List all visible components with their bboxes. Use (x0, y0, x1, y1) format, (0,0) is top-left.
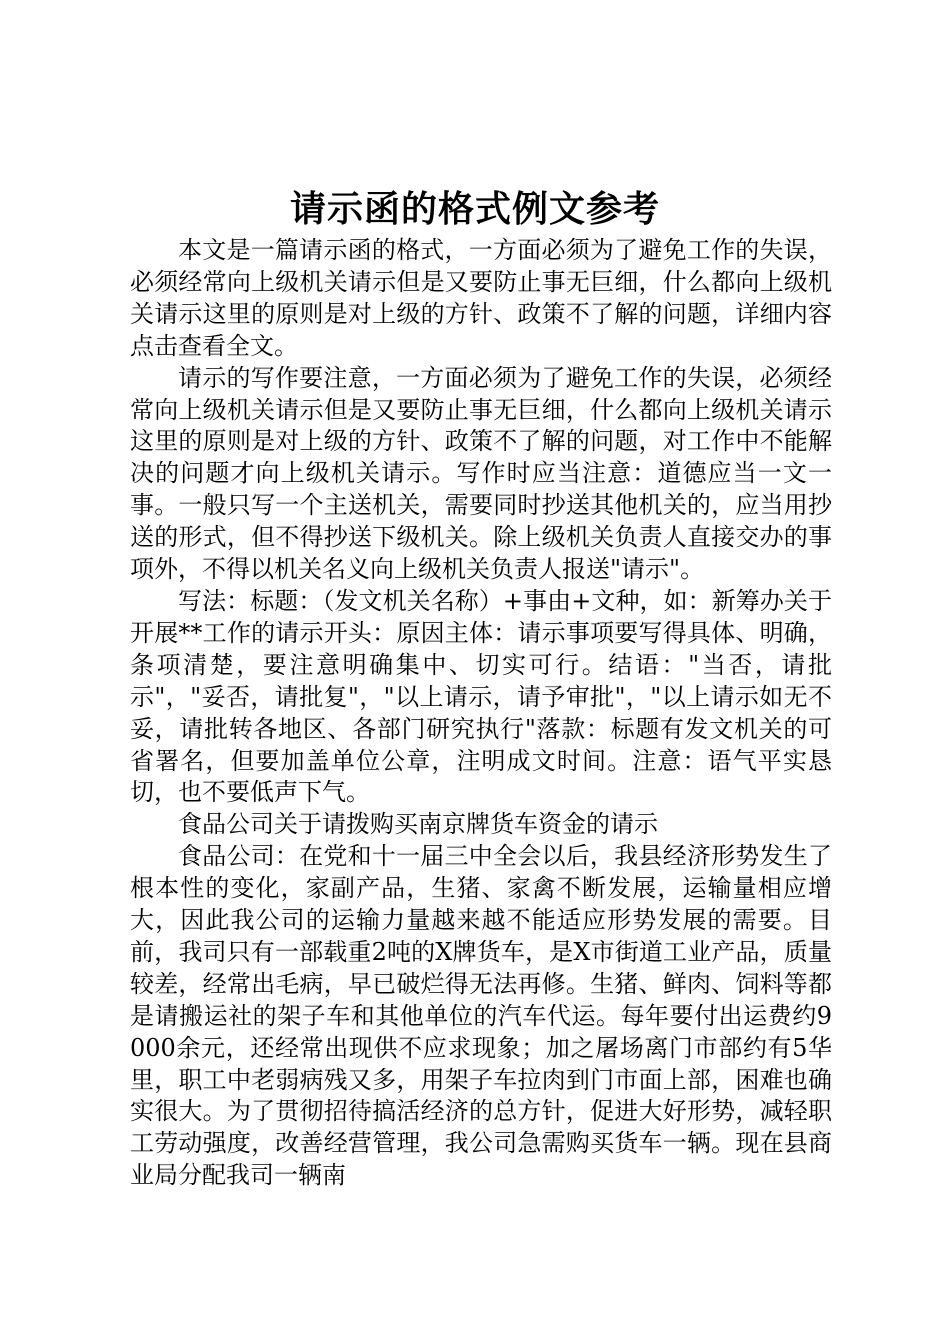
paragraph-intro: 本文是一篇请示函的格式，一方面必须为了避免工作的失误，必须经常向上级机关请示但是又要防止事无巨细，什么都向上级机关请示这里的原则是对上级的方针、政策不了解的问题，详细内容点击查看全文。 (130, 236, 832, 360)
paragraph-example-body: 食品公司：在党和十一届三中全会以后，我县经济形势发生了根本性的变化，家副产品，生猪、家禽不断发展，运输量相应增大，因此我公司的运输力量越来越不能适应形势发展的需要。目前，我司只有一部载重2吨的X牌货车，是X市街道工业产品，质量较差，经常出毛病，早已破烂得无法再修。生猪、鲜肉、饲料等都是请搬运社的架子车和其他单位的汽车代运。每年要付出运费约9000余元，还经常出现供不应求现象；加之屠场离门市部约有5华里，职工中老弱病残又多，用架子车拉肉到门市面上部，困难也确实很大。为了贯彻招待搞活经济的总方针，促进大好形势，减轻职工劳动强度，改善经营管理，我公司急需购买货车一辆。现在县商业局分配我司一辆南 (130, 842, 832, 1190)
paragraph-format-method: 写法：标题：（发文机关名称）+事由+文种，如：新筹办关于开展**工作的请示开头：原因主体：请示事项要写得具体、明确，条项清楚，要注意明确集中、切实可行。结语："当否，请批示"，"妥否，请批复"，"以上请示，请予审批"，"以上请示如无不妥，请批转各地区、各部门研究执行"落款：标题有发文机关的可省署名，但要加盖单位公章，注明成文时间。注意：语气平实恳切，也不要低声下气。 (130, 586, 832, 807)
document-title: 请示函的格式例文参考 (289, 188, 660, 230)
document-body (130, 235, 832, 1192)
paragraph-example-heading: 食品公司关于请拨购买南京牌货车资金的请示 (178, 810, 658, 839)
paragraph-writing-notes: 请示的写作要注意，一方面必须为了避免工作的失误，必须经常向上级机关请示但是又要防止事无巨细，什么都向上级机关请示这里的原则是对上级的方针、政策不了解的问题，对工作中不能解决的问题才向上级机关请示。写作时应当注意：道德应当一文一事。一般只写一个主送机关，需要同时抄送其他机关的，应当用抄送的形式，但不得抄送下级机关。除上级机关负责人直接交办的事项外，不得以机关名义向上级机关负责人报送"请示"。 (130, 363, 832, 584)
